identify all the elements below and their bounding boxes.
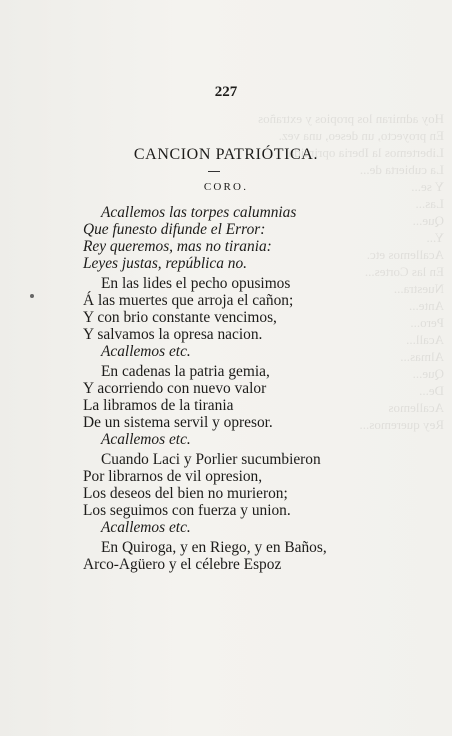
refrain-1: Acallemos etc. bbox=[101, 343, 191, 360]
refrain-3: Acallemos etc. bbox=[101, 519, 191, 536]
stanza-2-line-1: En cadenas la patria gemia, bbox=[101, 363, 270, 380]
stanza-2-line-2: Y acorriendo con nuevo valor bbox=[83, 380, 267, 397]
show-through-text: Hoy admiran los propios y extraños En proyecto, un deseo, una vez. Libertemos la Iberia oprimida La cubierta de... Y se... Las... Que... Y... Acallemos etc. En las Cortes... Nuestra... Ante... Pero... Acall... Almas... Que... De... Acallemos Rey queremos... bbox=[258, 111, 444, 432]
title-rule bbox=[208, 171, 220, 172]
ink-spot bbox=[30, 294, 34, 298]
song-title: CANCION PATRIÓTICA. bbox=[133, 146, 319, 163]
chorus-line-2: Que funesto difunde el Error: bbox=[83, 221, 266, 238]
stanza-1-line-2: Á las muertes que arroja el cañon; bbox=[83, 292, 294, 309]
chorus-line-3: Rey queremos, mas no tirania: bbox=[83, 238, 272, 255]
chorus-line-4: Leyes justas, república no. bbox=[83, 255, 248, 272]
refrain-2: Acallemos etc. bbox=[101, 431, 191, 448]
stanza-3-line-4: Los seguimos con fuerza y union. bbox=[83, 502, 291, 519]
stanza-1-line-4: Y salvamos la opresa nacion. bbox=[83, 326, 263, 343]
stanza-3-line-1: Cuando Laci y Porlier sucumbieron bbox=[101, 451, 321, 468]
stanza-3-line-3: Los deseos del bien no murieron; bbox=[83, 485, 288, 502]
stanza-2-line-3: La libramos de la tirania bbox=[83, 397, 234, 414]
stanza-1-line-3: Y con brio constante vencimos, bbox=[83, 309, 277, 326]
page-number: 227 bbox=[214, 84, 238, 100]
chorus-line-1: Acallemos las torpes calumnias bbox=[101, 204, 297, 221]
stanza-2-line-4: De un sistema servil y opresor. bbox=[83, 414, 273, 431]
stanza-4-line-1: En Quiroga, y en Riego, y en Baños, bbox=[101, 539, 327, 556]
stanza-1-line-1: En las lides el pecho opusimos bbox=[101, 275, 291, 292]
stanza-4-line-2: Arco-Agüero y el célebre Espoz bbox=[83, 556, 282, 573]
chorus-label: CORO. bbox=[203, 181, 249, 193]
stanza-3-line-2: Por librarnos de vil opresion, bbox=[83, 468, 263, 485]
